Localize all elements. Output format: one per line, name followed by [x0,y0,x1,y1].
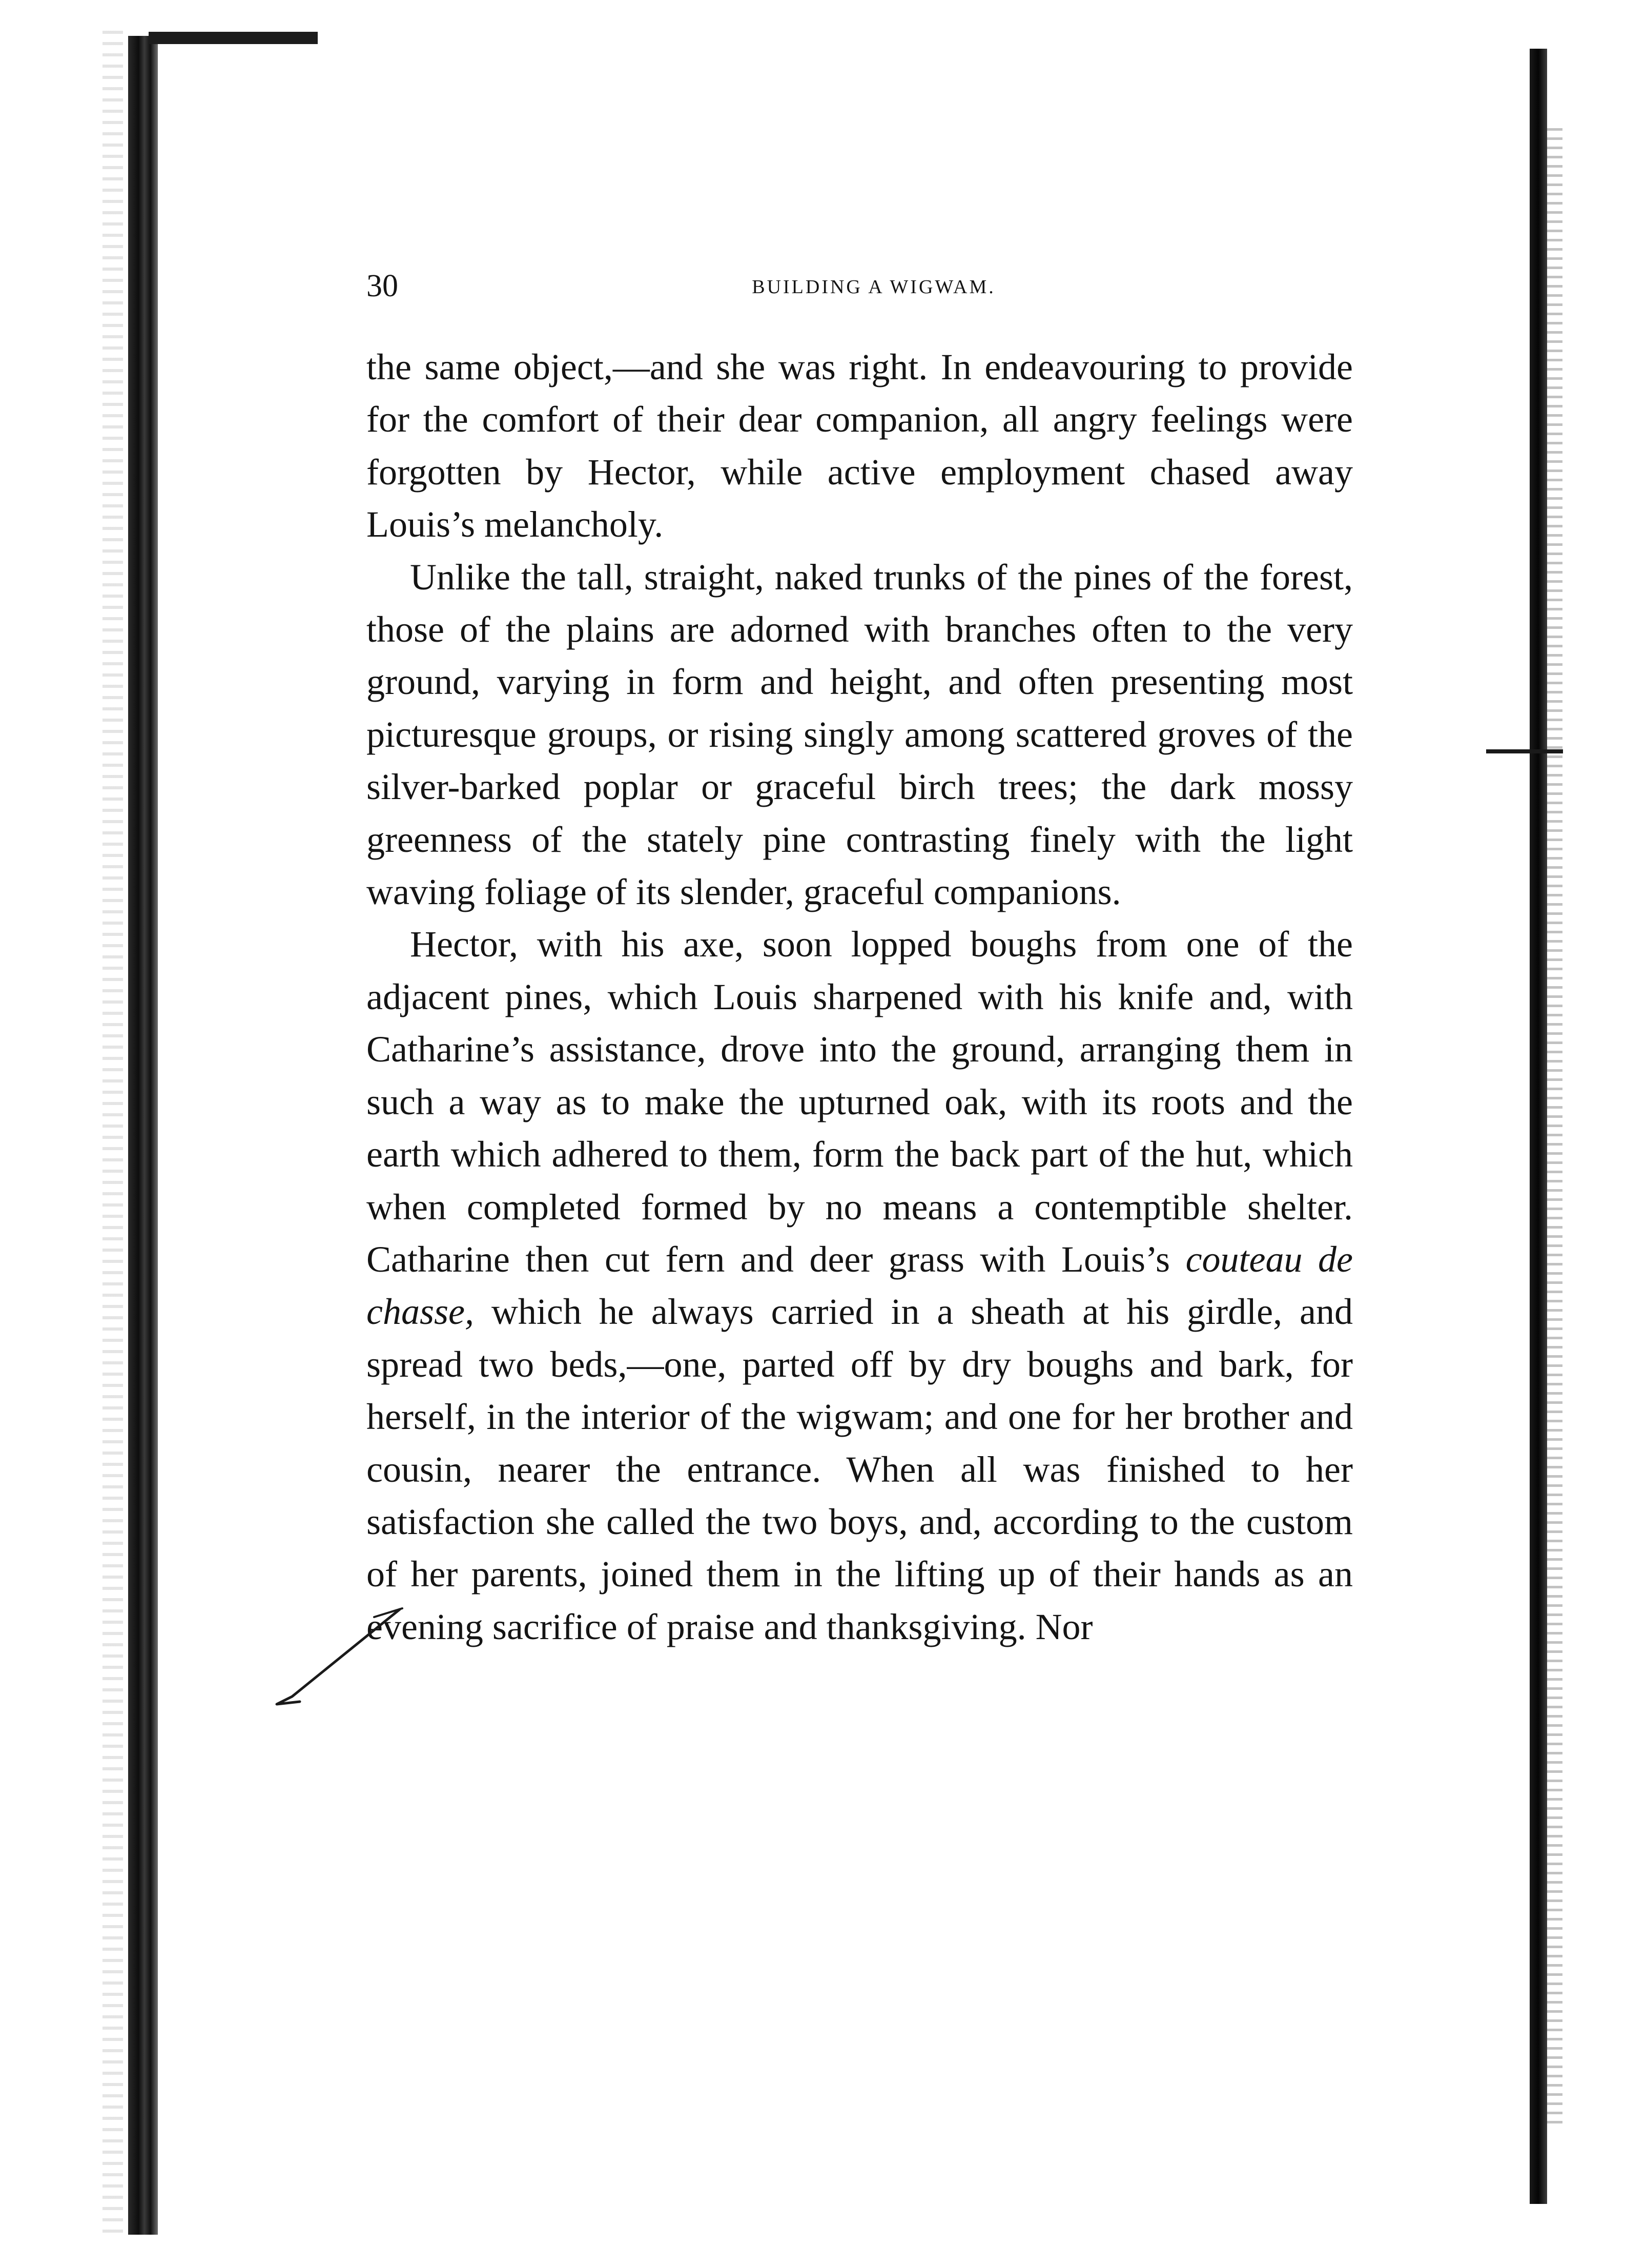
body-text [366,341,1353,1653]
paragraph-3-italic-phrase: couteau de chasse, [366,1238,1353,1333]
scan-right-edge-fringe [1547,128,1562,2127]
paragraph-3-text-end: which he always carried in a sheath at his girdle, and spread two beds,—one, parted off by dry boughs and bark, for herself, in the interior of the wigwam; and one for her brother and cousin, nearer the entrance. When all was finished to her satisfaction she called the two boys, and, according to the custom of her parents, joined them in the lifting up of their hands as an evening sacrifice of praise and thanksgiving. Nor [366,1291,1353,1647]
page-header [366,265,1453,307]
running-head: BUILDING A WIGWAM. [752,276,996,298]
scan-top-edge-mark [149,32,318,44]
scan-right-edge-shadow [1530,49,1547,2204]
paragraph-1: the same object,—and she was right. In endeavouring to provide for the comfort of their dear companion, all angry feelings were forgotten by Hector, while active employment chased away Louis’s melancholy. [366,346,1353,545]
scan-right-edge-tick [1486,749,1563,753]
scan-gutter-shadow [128,36,158,2235]
page-number: 30 [366,269,398,303]
paragraph-3-text-start: Hector, with his axe, soon lopped boughs from one of the adjacent pines, which Louis sharpened with his knife and, with Catharine’s assistance, drove into the ground, arranging them in such a way as to make the upturned oak, with its roots and the earth which adhered to them, form the back part of the hut, which when completed formed by no means a contemptible shelter. Catharine then cut fern and deer grass with Louis’s [366,924,1353,1280]
scan-gutter-fringe [102,31,123,2235]
pencil-margin-mark-icon [272,1599,410,1722]
paragraph-3 [366,918,1353,1653]
paragraph-2: Unlike the tall, straight, naked trunks of the pines of the forest, those of the plains are adorned with branches often to the very ground, varying in form and height, and often presenting most picturesque groups, or rising singly among scattered groves of the silver-barked poplar or graceful birch trees; the dark mossy greenness of the stately pine contrasting finely with the light waving foliage of its slender, graceful companions. [366,556,1353,913]
